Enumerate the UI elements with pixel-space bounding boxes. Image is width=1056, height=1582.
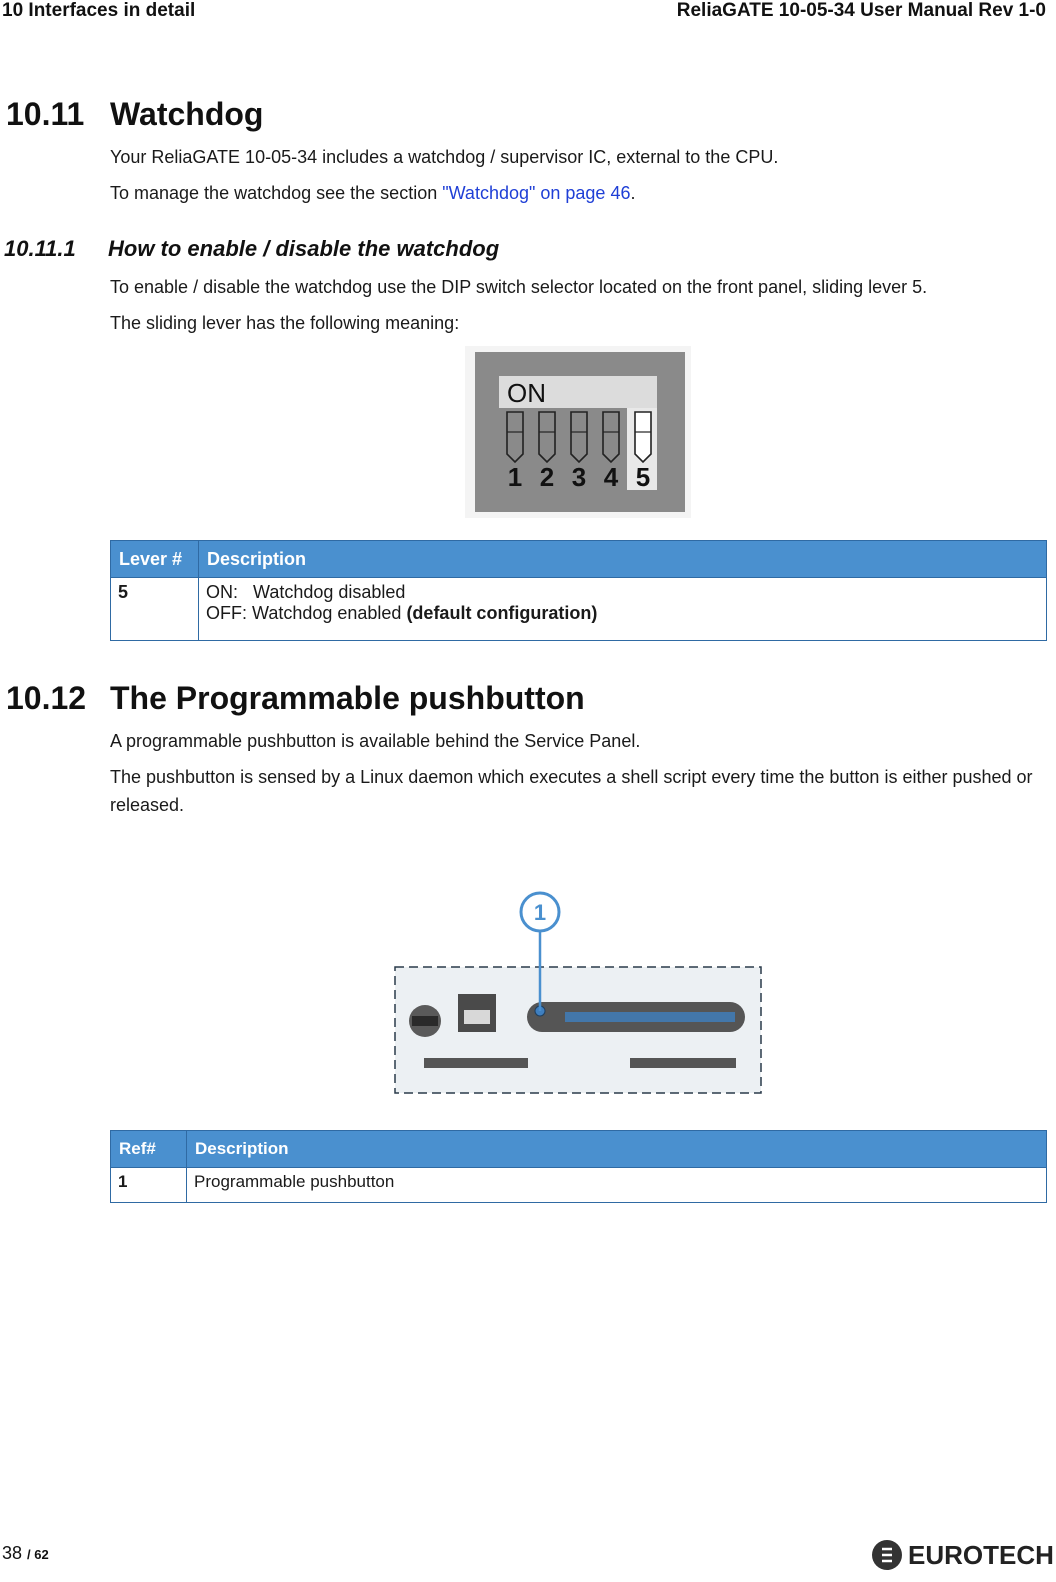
table-header-ref: Ref# [111,1131,187,1168]
table-cell-description: Programmable pushbutton [187,1168,1047,1203]
paragraph: The sliding lever has the following meaning: [110,313,460,333]
dip-switch-number: 5 [635,462,651,492]
description-line [206,603,1039,624]
callout-number: 1 [533,900,547,925]
paragraph: A programmable pushbutton is available behind the Service Panel. [110,731,641,751]
lever-table [110,540,1047,641]
paragraph-text: . [630,183,636,203]
section-title: The Programmable pushbutton [110,680,585,716]
section-number: 10.12 [6,680,87,716]
eurotech-logo-text: EUROTECH [908,1540,1054,1570]
table-cell-ref: 1 [111,1168,187,1203]
card-slot-contacts [565,1012,735,1022]
paragraph [110,183,635,204]
table-row [111,1168,1047,1203]
logo-mark [872,1540,902,1570]
section-title: Watchdog [110,96,264,132]
section-heading-watchdog [6,96,263,133]
bottom-strip-right [630,1058,736,1068]
section-number: 10.11 [6,96,85,132]
cross-reference-link[interactable]: "Watchdog" on page 46 [442,183,631,203]
running-header-left: 10 Interfaces in detail [2,0,196,21]
dip-switch-number: 1 [507,462,523,492]
subsection-heading [4,236,499,262]
description-bold: (default configuration) [406,603,598,623]
dip-switch-number: 3 [571,462,587,492]
table-header-description: Description [199,541,1047,578]
paragraph: Your ReliaGATE 10-05-34 includes a watchdog / supervisor IC, external to the CPU. [110,147,779,167]
table-row [111,578,1047,641]
ref-table [110,1130,1047,1203]
bottom-strip-left [424,1058,528,1068]
paragraph: The pushbutton is sensed by a Linux daemon which executes a shell script every time the button is either pushed or released. [110,767,1033,815]
round-connector-slot [412,1016,438,1026]
description-text: OFF: Watchdog enabled [206,603,407,623]
subsection-number: 10.11.1 [4,236,76,261]
service-panel-figure [390,890,766,1098]
table-header-description: Description [187,1131,1047,1168]
table-cell-lever: 5 [111,578,199,641]
description-line: ON: Watchdog disabled [206,582,406,602]
dip-switch-figure [465,346,691,518]
section-heading-pushbutton [6,680,585,717]
eurotech-logo-icon [872,1540,902,1570]
usb-port [464,1010,490,1024]
dip-switch-number: 4 [603,462,619,492]
page-total: / 62 [27,1547,49,1562]
page-current: 38 [2,1543,23,1563]
dip-switch-number: 2 [539,462,555,492]
on-label: ON [507,378,546,408]
table-header-lever: Lever # [111,541,199,578]
table-cell-description [199,578,1047,641]
page-number [2,1543,49,1564]
subsection-title: How to enable / disable the watchdog [108,236,500,261]
running-header-right: ReliaGATE 10-05-34 User Manual Rev 1-0 [676,0,1046,21]
paragraph-text: To manage the watchdog see the section [110,183,443,203]
dip-lever-5 [635,412,651,462]
paragraph: To enable / disable the watchdog use the DIP switch selector located on the front panel, sliding lever 5. [110,277,928,297]
